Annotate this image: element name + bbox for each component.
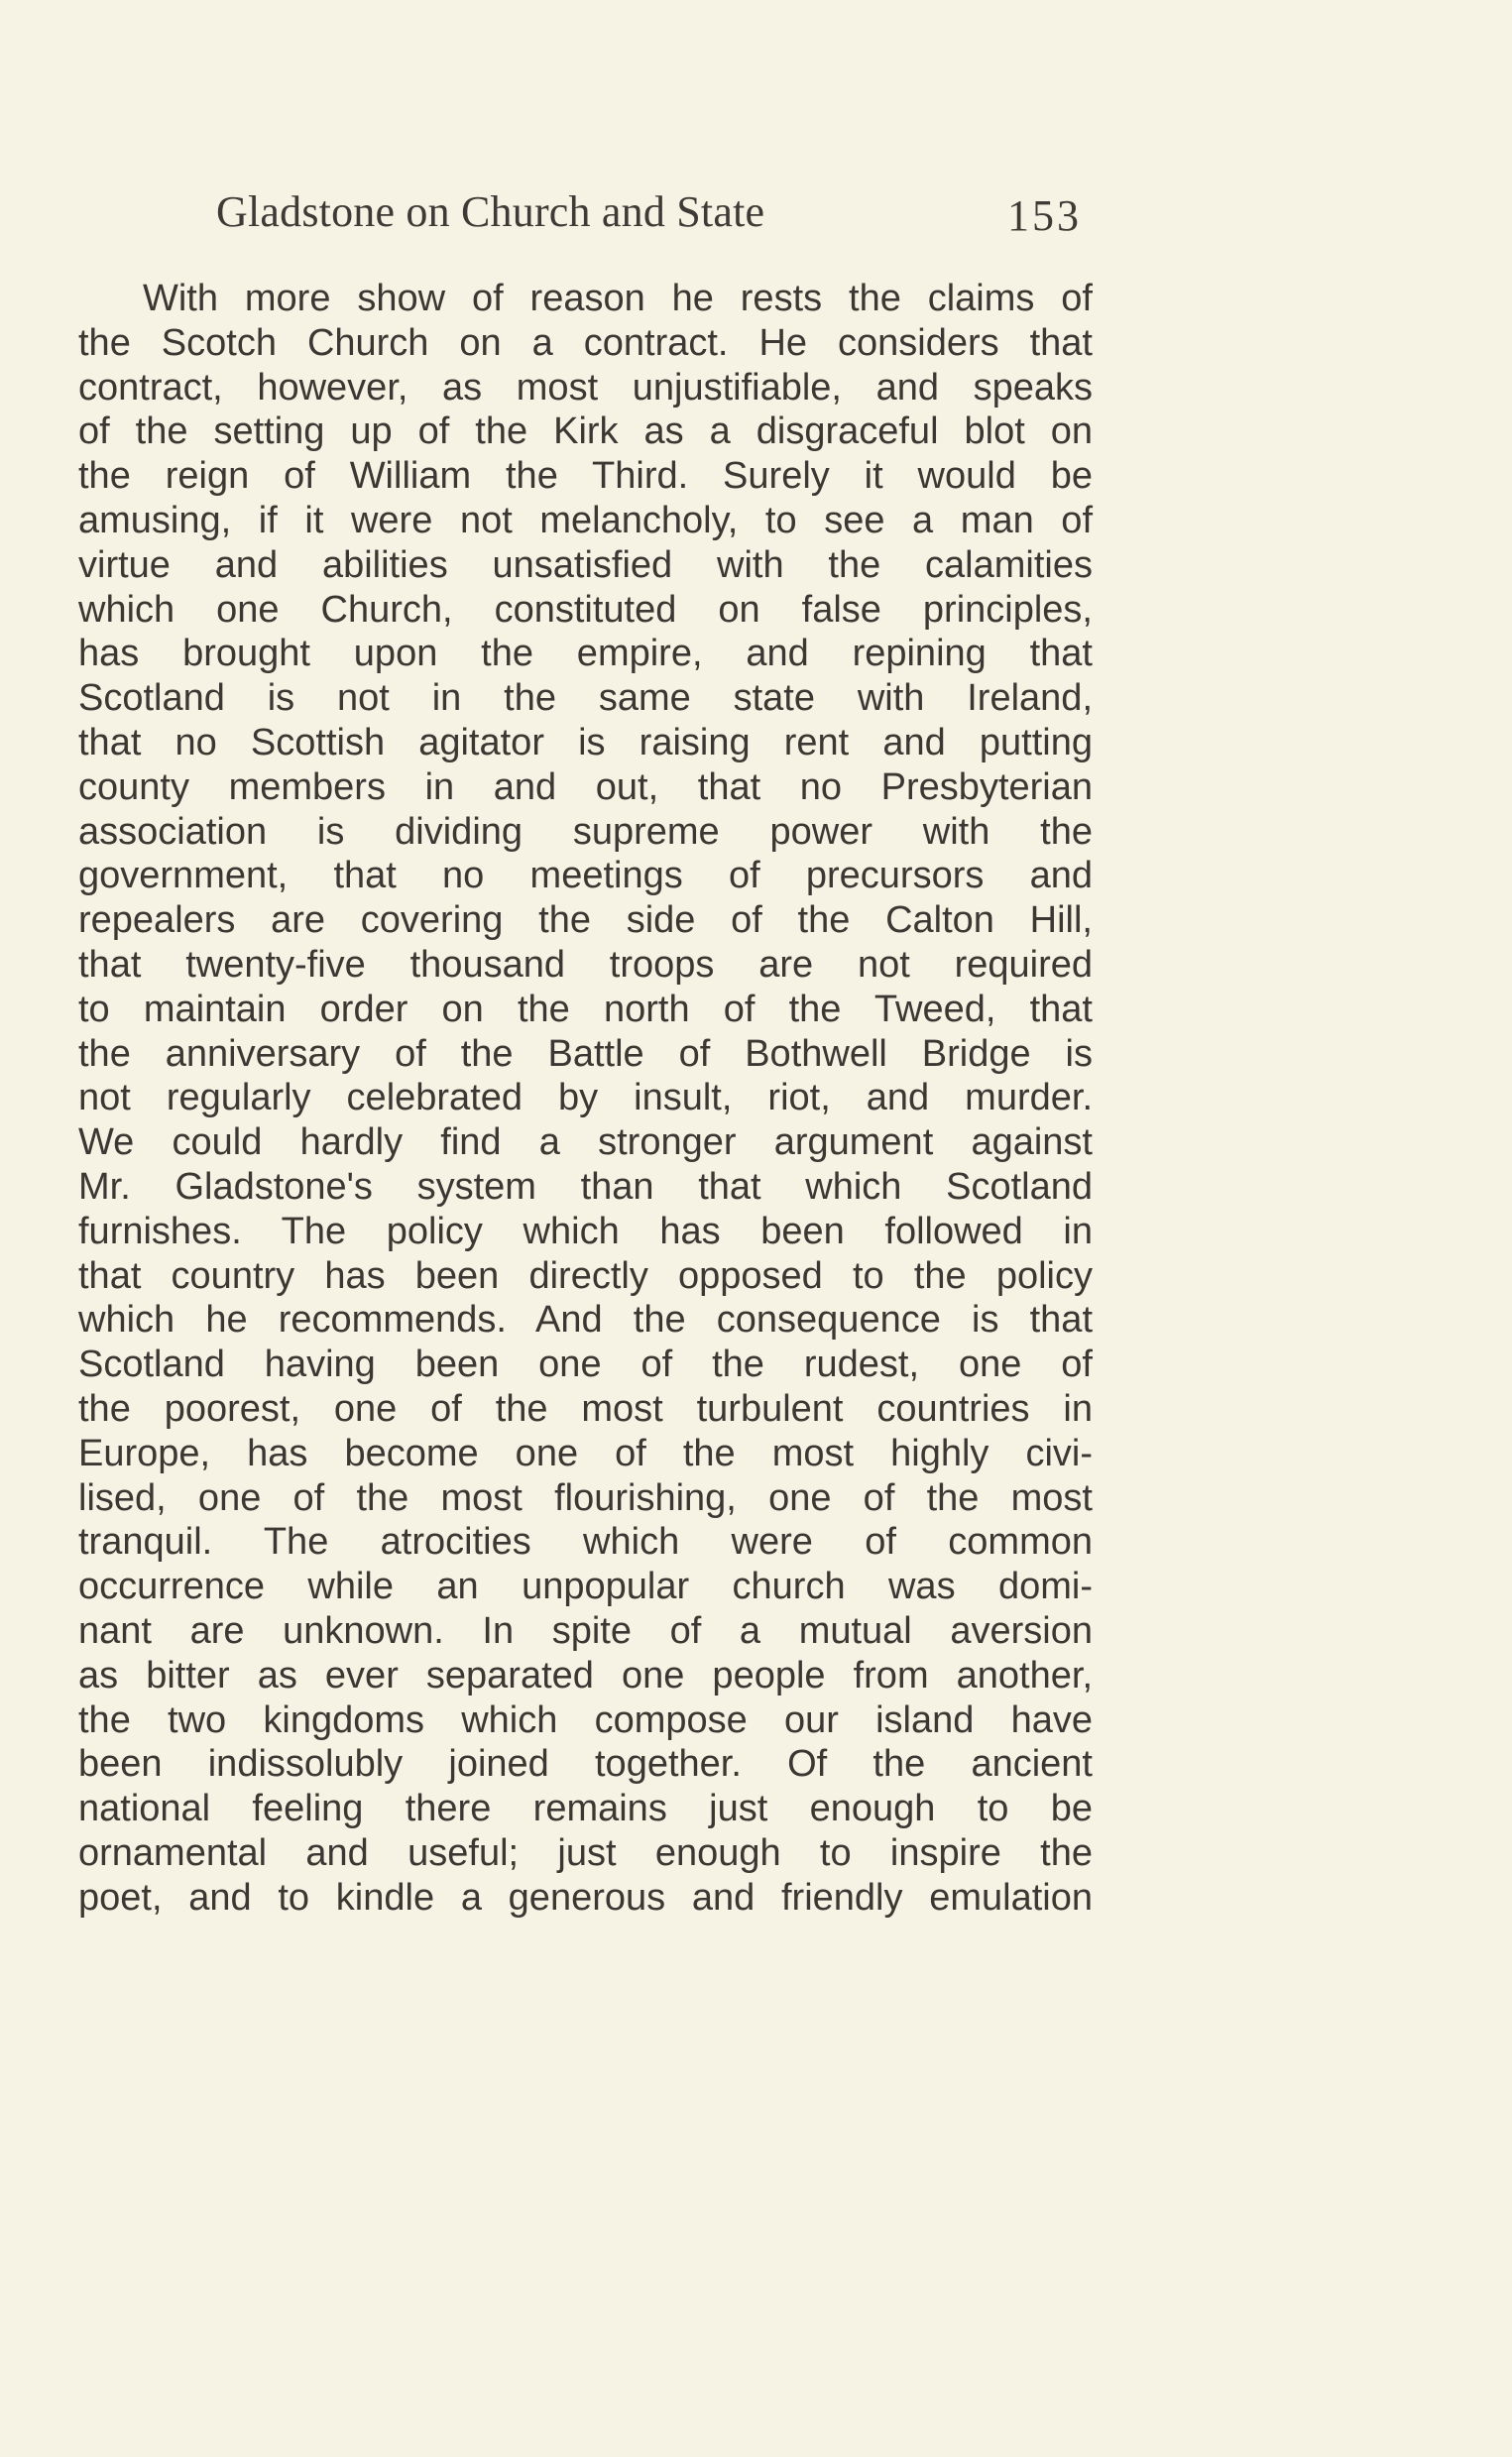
text-line: that country has been directly opposed to the policy xyxy=(78,1254,1093,1297)
text-line: furnishes. The policy which has been followed in xyxy=(78,1210,1093,1252)
body-text xyxy=(78,277,1093,1920)
text-line: nant are unknown. In spite of a mutual aversion xyxy=(78,1609,1093,1652)
text-line: the Scotch Church on a contract. He considers that xyxy=(78,321,1093,364)
text-line: county members in and out, that no Presbyterian xyxy=(78,765,1093,808)
text-line: With more show of reason he rests the claims of xyxy=(143,278,1093,319)
text-line: to maintain order on the north of the Tweed, that xyxy=(78,988,1093,1030)
text-line: government, that no meetings of precursors and xyxy=(78,855,1093,897)
text-line: Scotland having been one of the rudest, one of xyxy=(78,1344,1093,1386)
text-line: occurrence while an unpopular church was domi- xyxy=(78,1566,1093,1608)
text-line: which one Church, constituted on false principles, xyxy=(78,588,1093,631)
text-line: Mr. Gladstone's system than that which Scotland xyxy=(78,1165,1093,1208)
text-line: We could hardly find a stronger argument against xyxy=(78,1121,1093,1164)
text-line: national feeling there remains just enough to be xyxy=(78,1788,1093,1830)
page-number: 153 xyxy=(1007,191,1082,240)
text-line: Europe, has become one of the most highly civi- xyxy=(78,1432,1093,1474)
text-line: Scotland is not in the same state with Ireland, xyxy=(78,677,1093,720)
running-title: Gladstone on Church and State xyxy=(216,187,765,236)
text-line: ornamental and useful; just enough to inspire the xyxy=(78,1831,1093,1874)
text-line: amusing, if it were not melancholy, to see a man of xyxy=(78,499,1093,541)
text-line: the anniversary of the Battle of Bothwell Bridge is xyxy=(78,1032,1093,1075)
text-line: tranquil. The atrocities which were of common xyxy=(78,1521,1093,1564)
text-line: repealers are covering the side of the Calton Hill, xyxy=(78,899,1093,942)
text-line: virtue and abilities unsatisfied with the calamities xyxy=(78,543,1093,586)
text-line: lised, one of the most flourishing, one of the most xyxy=(78,1476,1093,1519)
text-line: the reign of William the Third. Surely it would be xyxy=(78,455,1093,498)
text-line: which he recommends. And the consequence is that xyxy=(78,1299,1093,1342)
text-line: has brought upon the empire, and repining that xyxy=(78,633,1093,675)
text-line: that twenty-five thousand troops are not required xyxy=(78,943,1093,986)
text-line: that no Scottish agitator is raising rent and putting xyxy=(78,721,1093,763)
text-line: not regularly celebrated by insult, riot, and murder. xyxy=(78,1077,1093,1119)
text-line: been indissolubly joined together. Of the ancient xyxy=(78,1743,1093,1786)
running-head xyxy=(216,186,1082,242)
text-line: of the setting up of the Kirk as a disgraceful blot on xyxy=(78,410,1093,453)
text-line: association is dividing supreme power with the xyxy=(78,810,1093,853)
text-line: the poorest, one of the most turbulent countries in xyxy=(78,1387,1093,1430)
text-line: contract, however, as most unjustifiable, and speaks xyxy=(78,366,1093,409)
text-line: as bitter as ever separated one people from another, xyxy=(78,1654,1093,1696)
text-line: poet, and to kindle a generous and friendly emulation xyxy=(78,1876,1093,1919)
text-line: the two kingdoms which compose our island have xyxy=(78,1698,1093,1741)
